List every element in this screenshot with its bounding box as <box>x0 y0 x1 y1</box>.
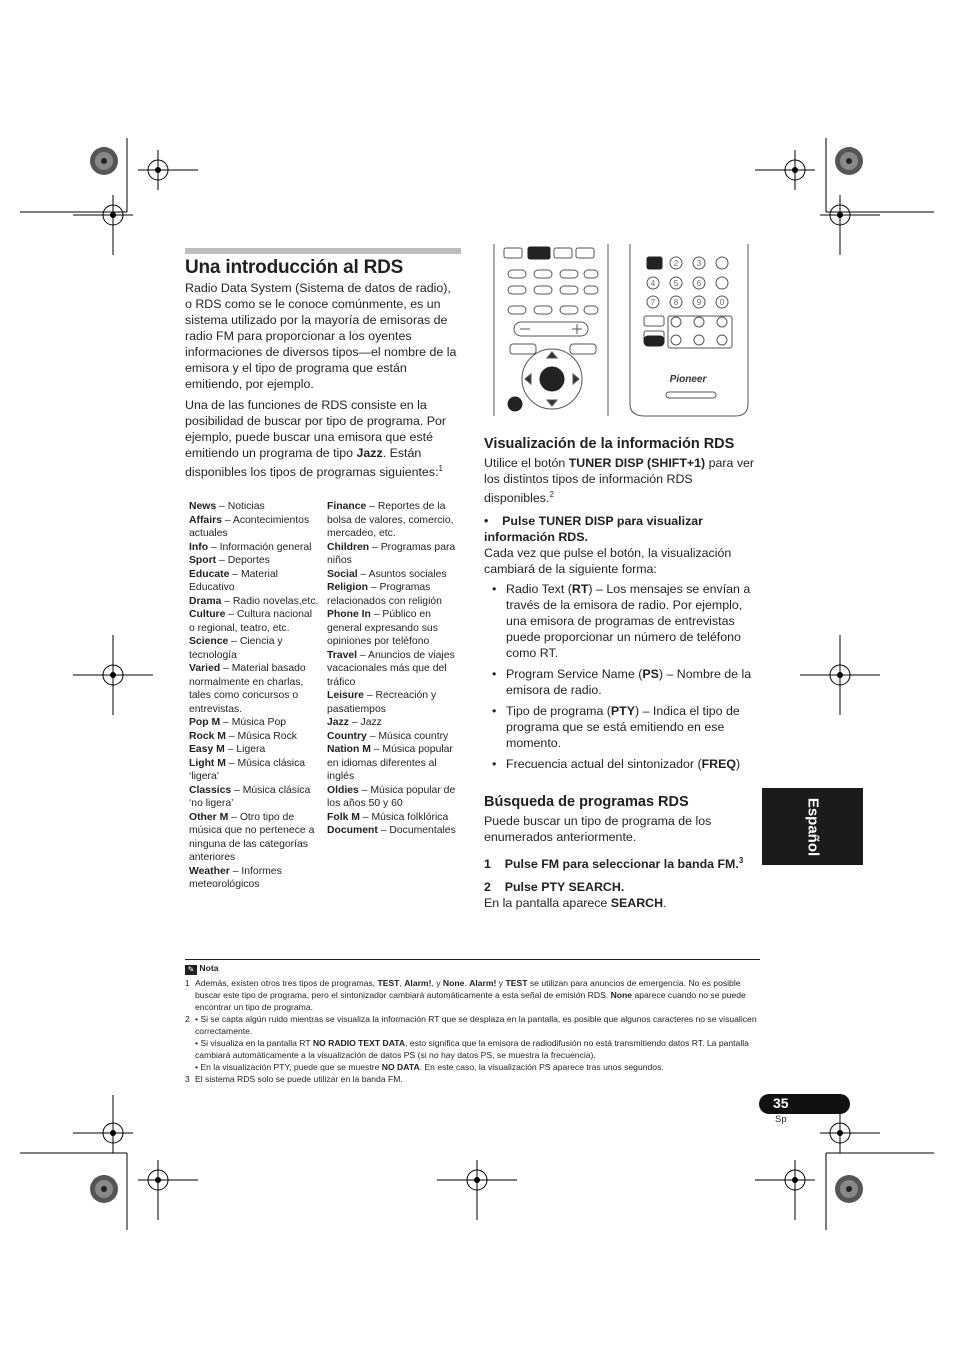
page-language-code: Sp <box>775 1114 787 1125</box>
intro-paragraph: Radio Data System (Sistema de datos de radio), o RDS como se le conoce comúnmente, es un sistema utilizado por la mayoría de emisoras de radio FM para proporcionar a los oyentes informaciones de diversos tipos—el nombre de la emisora y el tipo de programa que están emitiendo, por ejemplo. <box>185 281 457 391</box>
list-item: Travel – Anuncios de viajes vacacionales más que del tráfico <box>327 649 455 688</box>
page-title: Una introducción al RDS <box>185 257 404 278</box>
display-step: • Pulse TUNER DISP para visualizar información RDS. <box>484 514 703 544</box>
remote-control-illustration <box>490 244 752 417</box>
remote-key: 5 <box>673 279 679 288</box>
list-item: Document – Documentales <box>327 825 456 836</box>
remote-key: 7 <box>650 298 656 307</box>
program-types-left <box>189 500 319 892</box>
remote-key: 8 <box>673 298 679 307</box>
list-item: Country – Música country <box>327 730 449 742</box>
list-item: Varied – Material basado normalmente en charlas, tales como concursos o entrevistas. <box>189 663 306 715</box>
list-item: Light M – Música clásica ‘ligera’ <box>189 757 306 782</box>
list-item: Educate – Material Educativo <box>189 568 278 593</box>
remote-key: 9 <box>696 298 702 307</box>
list-item: • Tipo de programa (PTY) – Indica el tipo de programa que se está emitiendo en ese momento. <box>492 704 740 750</box>
list-item: Jazz – Jazz <box>327 717 382 728</box>
list-item: Classics – Música clásica ‘no ligera’ <box>189 784 311 809</box>
list-item: Pop M – Música Pop <box>189 717 287 728</box>
list-item: Social – Asuntos sociales <box>327 568 447 580</box>
program-types-right <box>327 500 462 838</box>
list-item: Rock M – Música Rock <box>189 730 297 742</box>
remote-key: 2 <box>673 259 679 268</box>
list-item: Phone In – Público en general expresando sus opiniones por teléfono <box>327 609 438 647</box>
section-heading-display: Visualización de la información RDS <box>484 436 735 452</box>
display-modes-list <box>484 581 760 777</box>
list-item: Science – Ciencia y tecnología <box>189 636 283 661</box>
remote-brand-logo: Pioneer <box>669 374 707 385</box>
list-item: Affairs – Acontecimientos actuales <box>189 514 310 539</box>
notes: ✎ Nota 1 Además, existen otros tres tipos de programas, TEST, Alarm!, y None. Alarm! y TEST se utilizan para anuncios de emergencia. No es posible buscar este tipo de programa, pero el sintonizador cambiará automáticamente a esta señal de emisión RDS. None aparece cuando no se puede encontrar un tipo de programa. 2 • Si se capta algún ruido mientras se visualiza la información RT que se desplaza en la pantalla, es posible que algunos caracteres no se visualicen correctamente. • Si visualiza en la pantalla RT NO RADIO TEXT DATA, esto significa que la emisora de radiodifusión no está transmitiendo datos RT. La pantalla cambiará automáticamente a la visualización de datos PS (si no hay datos PS, se muestra la frecuencia). • En la visualización PTY, puede que se muestre NO DATA. En este caso, la visualización PS aparece tras unos segundos. 3 El sistema RDS solo se puede utilizar en la banda FM. <box>185 963 757 1084</box>
list-item: Children – Programas para niños <box>327 541 456 566</box>
note-icon: ✎ <box>185 965 197 975</box>
search-step-1: 1 Pulse FM para seleccionar la banda FM.$^3$ <box>484 856 744 872</box>
list-item: • Frecuencia actual del sintonizador (FREQ) <box>492 757 741 771</box>
list-item: Religion – Programas relacionados con religión <box>327 582 442 607</box>
list-item: Oldies – Música popular de los años 50 y 60 <box>327 784 456 809</box>
list-item: Folk M – Música folklórica <box>327 811 449 823</box>
list-item: Easy M – Ligera <box>189 744 266 755</box>
remote-key: 0 <box>719 298 725 307</box>
list-item: Drama – Radio novelas,etc. <box>189 595 319 607</box>
search-step-2: 2 Pulse PTY SEARCH. <box>484 880 625 894</box>
list-item: Leisure – Recreación y pasatiempos <box>327 690 437 715</box>
list-item: News – Noticias <box>189 501 265 512</box>
list-item: • Program Service Name (PS) – Nombre de la emisora de radio. <box>492 667 752 697</box>
list-item: Weather – Informes meteorológicos <box>189 865 282 890</box>
list-item: Nation M – Música popular en idiomas diferentes al inglés <box>327 744 453 782</box>
page-number: 35 <box>759 1094 850 1114</box>
title-bar <box>185 248 461 254</box>
list-item: Info – Información general <box>189 541 312 553</box>
language-tab: Español <box>762 788 863 865</box>
remote-key: 3 <box>696 259 702 268</box>
list-item: • Radio Text (RT) – Los mensajes se envían a través de la emisora de radio. Por ejemplo, una emisora de programas de entrevistas puede proporcionar un número de teléfono como RT. <box>492 582 751 660</box>
list-item: Other M – Otro tipo de música que no pertenece a ninguna de las categorías anteriores <box>189 811 315 863</box>
search-step-2-text: En la pantalla aparece SEARCH. <box>484 896 667 910</box>
list-item: Sport – Deportes <box>189 555 270 566</box>
remote-key: 4 <box>650 279 656 288</box>
remote-key: 6 <box>696 279 702 288</box>
list-item: Culture – Cultura nacional o regional, teatro, etc. <box>189 609 313 634</box>
section-heading-search: Búsqueda de programas RDS <box>484 794 689 810</box>
note-divider <box>185 959 760 960</box>
display-step-text: Cada vez que pulse el botón, la visualización cambiará de la siguiente forma: <box>484 546 732 576</box>
display-intro: Utilice el botón TUNER DISP (SHIFT+1) para ver los distintos tipos de información RDS disponibles.$^2$ <box>484 456 755 506</box>
search-intro: Puede buscar un tipo de programa de los enumerados anteriormente. <box>484 814 712 844</box>
list-item: Finance – Reportes de la bolsa de valores, comercio, mercadeo, etc. <box>327 501 454 539</box>
program-search-paragraph: Una de las funciones de RDS consiste en la posibilidad de buscar por tipo de programa. Por ejemplo, puede buscar una emisora que esté emitiendo un programa de tipo Jazz. Están disponibles los tipos de programas siguientes:$^1$ <box>185 398 447 480</box>
